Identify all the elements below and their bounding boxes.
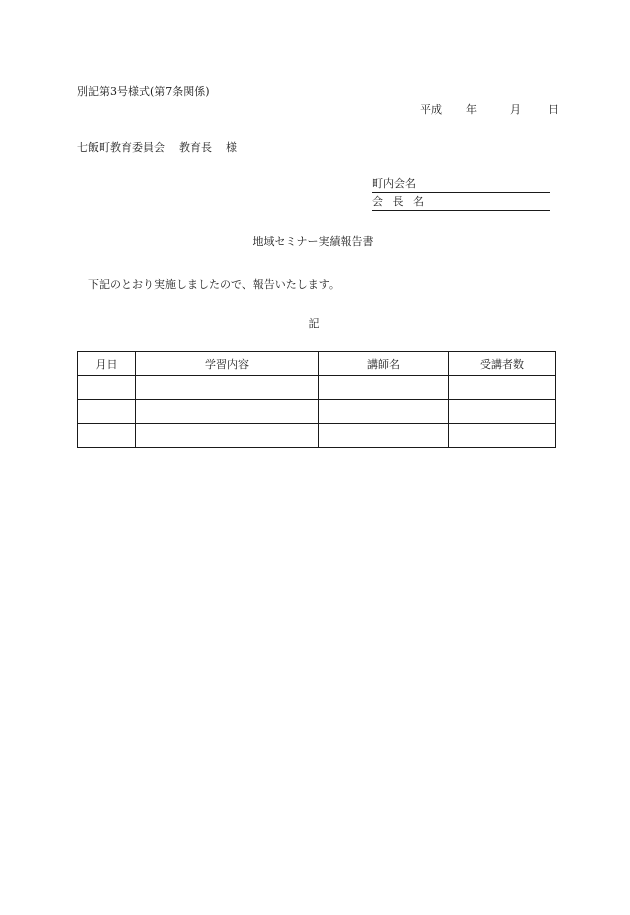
table-cell[interactable]: [449, 376, 556, 400]
town-association-label: 町内会名: [372, 177, 416, 190]
table-cell[interactable]: [319, 424, 449, 448]
addressee-honorific: 様: [226, 141, 237, 154]
table-cell[interactable]: [136, 376, 319, 400]
table-cell[interactable]: [449, 424, 556, 448]
table-cell[interactable]: [449, 400, 556, 424]
record-table: [77, 351, 556, 448]
table-cell[interactable]: [78, 424, 136, 448]
addressee-title: 教育長: [179, 141, 212, 154]
table-cell[interactable]: [136, 400, 319, 424]
date-day: 日: [548, 103, 559, 116]
header-date: 月日: [78, 352, 136, 376]
table-row: [78, 400, 556, 424]
addressee: [77, 142, 237, 153]
header-content: 学習内容: [136, 352, 319, 376]
table-row: [78, 424, 556, 448]
ki-mark: [0, 318, 630, 329]
date-line: [420, 104, 559, 115]
table-header-row: [78, 352, 556, 376]
table-cell[interactable]: [78, 376, 136, 400]
header-attendees: 受講者数: [449, 352, 556, 376]
table-cell[interactable]: [78, 400, 136, 424]
chair-name-line[interactable]: [372, 196, 550, 211]
ki-mark-text: 記: [308, 317, 320, 330]
form-number: 別記第3号様式(第7条関係): [77, 85, 210, 98]
header-instructor: 講師名: [319, 352, 449, 376]
chair-name-label: 会 長 名: [372, 195, 427, 208]
addressee-org: 七飯町教育委員会: [77, 141, 165, 154]
table-cell[interactable]: [319, 376, 449, 400]
date-year: 年: [466, 103, 477, 116]
table-row: [78, 376, 556, 400]
table-cell[interactable]: [319, 400, 449, 424]
date-era: 平成: [420, 103, 442, 116]
document-title: [0, 236, 630, 247]
document-title-text: 地域セミナー実績報告書: [252, 235, 374, 248]
town-association-line[interactable]: [372, 178, 550, 193]
table-cell[interactable]: [136, 424, 319, 448]
body-text: 下記のとおり実施しましたので、報告いたします。: [88, 278, 340, 291]
date-month: 月: [510, 103, 521, 116]
